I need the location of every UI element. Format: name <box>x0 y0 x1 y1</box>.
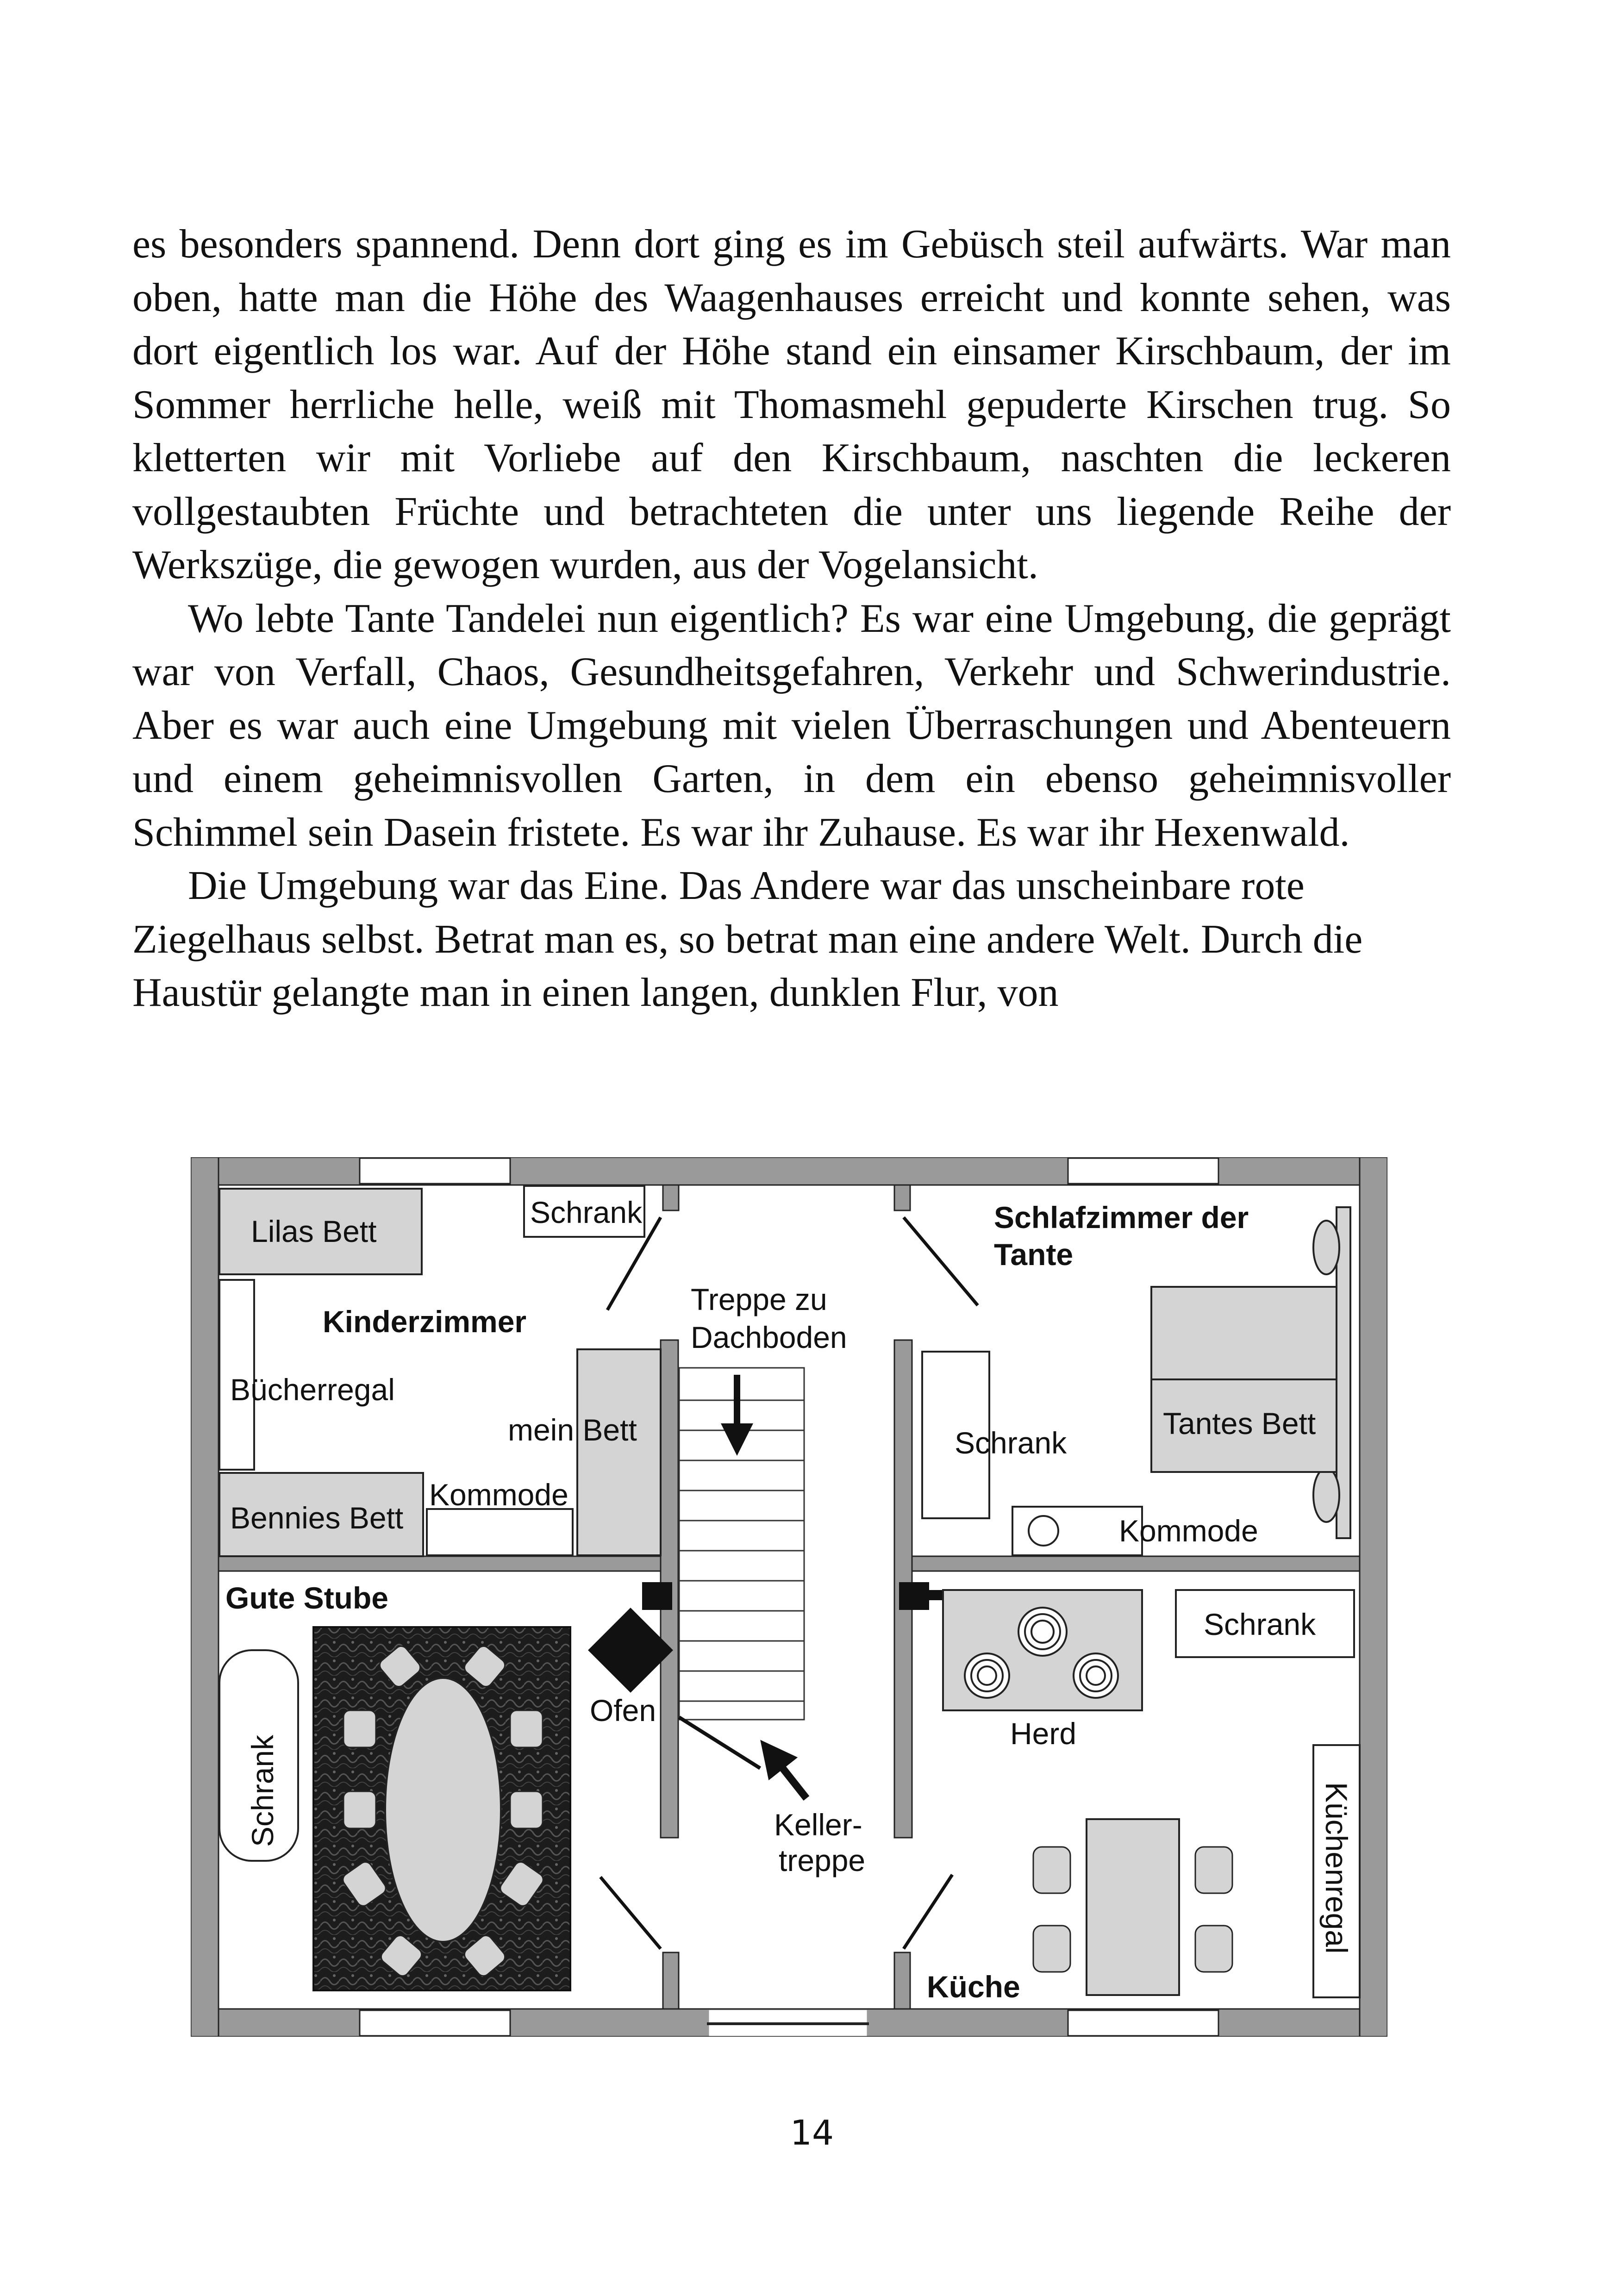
nightstand-bottom <box>1313 1468 1339 1522</box>
paragraph-1: es besonders spannend. Denn dort ging es im Gebüsch steil aufwärts. War man oben, hatte man die Höhe des Waagenhauses erreicht und konnte sehen, was dort eigentlich los war. Auf der Höhe stand ein einsamer Kirschbaum, der im Sommer herrliche helle, weiß mit Thomasmehl gepuderte Kirschen trug. So kletterten wir mit Vorliebe auf den Kirschbaum, naschten die leckeren vollgestaubten Früchte und betrachteten die unter uns liegende Reihe der Werkszüge, die gewogen wurden, aus der Vogelansicht. <box>132 222 1451 587</box>
kommode-kinderzimmer-label: Kommode <box>429 1478 568 1512</box>
herd-label: Herd <box>1010 1716 1077 1751</box>
bennies-bett-label: Bennies Bett <box>230 1501 404 1535</box>
dining-table <box>385 1678 501 1942</box>
nightstand-top <box>1313 1221 1339 1274</box>
kinderzimmer-label: Kinderzimmer <box>323 1304 527 1339</box>
lilas-bett-label: Lilas Bett <box>251 1214 377 1248</box>
kellertreppe-label-2: treppe <box>779 1843 866 1877</box>
schlafzimmer-label-2: Tante <box>994 1237 1074 1272</box>
kommode-kinderzimmer <box>427 1509 573 1555</box>
schrank-kueche-label: Schrank <box>1204 1607 1316 1641</box>
kueche-label: Küche <box>927 1970 1020 2004</box>
schrank-stube-label: Schrank <box>245 1734 280 1847</box>
body-text <box>132 218 1451 1020</box>
gute-stube-label: Gute Stube <box>225 1581 389 1615</box>
mein-bett <box>577 1349 661 1555</box>
kellertreppe-arrow <box>772 1754 806 1798</box>
schlafzimmer-label-1: Schlafzimmer der <box>994 1200 1249 1235</box>
treppe-label-1: Treppe zu <box>691 1282 827 1316</box>
floor-plan <box>191 1157 1387 2037</box>
treppe-label-2: Dachboden <box>691 1320 847 1354</box>
buecherregal-label: Bücherregal <box>230 1372 395 1407</box>
kuechenregal-label: Küchenregal <box>1319 1782 1354 1954</box>
kitchen-table <box>1087 1819 1179 1995</box>
paragraph-3: Die Umgebung war das Eine. Das Andere war das unscheinbare rote Ziegelhaus selbst. Betrat man es, so betrat man eine andere Welt. Durch die Haustür gelangte man in einen langen, dunklen Flur, von <box>132 863 1363 1015</box>
paragraph-2: Wo lebte Tante Tandelei nun eigentlich? Es war eine Umgebung, die geprägt war von Verfall, Chaos, Gesundheitsgefahren, Verkehr und Schwerindustrie. Aber es war auch eine Umgebung mit vielen Überraschungen und Abenteuern und einem geheimnisvollen Garten, in dem ein ebenso geheimnisvoller Schimmel sein Dasein fristete. Es war ihr Zuhause. Es war ihr Hexenwald. <box>132 596 1451 855</box>
mein-bett-label: mein Bett <box>508 1413 637 1447</box>
page-number: 14 <box>790 2113 834 2153</box>
tantes-bett-label: Tantes Bett <box>1163 1406 1316 1441</box>
schrank-schlafzimmer-label: Schrank <box>955 1426 1067 1460</box>
kellertreppe-label-1: Keller- <box>774 1808 862 1842</box>
ofen-pipe <box>642 1582 672 1610</box>
ofen-label: Ofen <box>590 1693 656 1727</box>
staircase <box>679 1368 804 1720</box>
kommode-schlafzimmer-label: Kommode <box>1119 1514 1258 1548</box>
schrank-kinderzimmer-label: Schrank <box>530 1195 643 1229</box>
